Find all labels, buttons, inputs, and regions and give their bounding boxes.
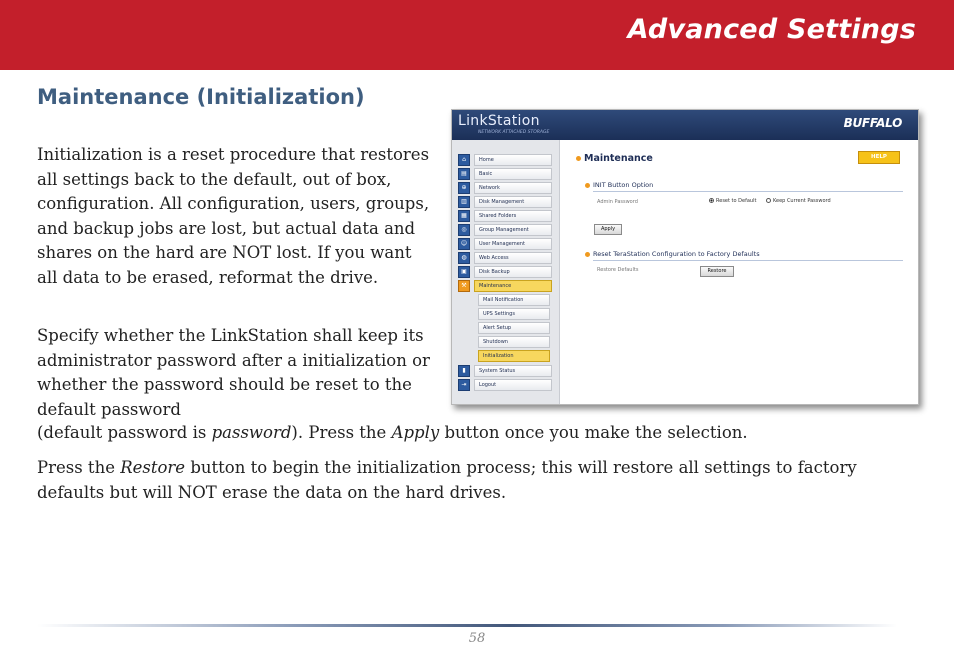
user-icon: ☺ [458, 238, 470, 250]
nav-shared-folders[interactable]: Shared Folders [474, 210, 552, 222]
screenshot-main [561, 140, 918, 405]
radio-unselected-icon[interactable] [766, 198, 771, 203]
paragraph-password: Specify whether the LinkStation shall keep its administrator password after a initialization or whether the password should be reset to the default password [37, 326, 430, 419]
emphasis-password: password [211, 423, 292, 442]
nav-disk-backup[interactable]: Disk Backup [474, 266, 552, 278]
apply-button[interactable]: Apply [594, 224, 622, 235]
emphasis-apply: Apply [391, 423, 440, 442]
nav-initialization[interactable]: Initialization [478, 350, 550, 362]
admin-password-label: Admin Password [597, 199, 638, 205]
bullet-icon [585, 252, 590, 257]
logout-icon: ⇥ [458, 379, 470, 391]
init-section-label: INIT Button Option [593, 181, 654, 189]
nav-ups-settings[interactable]: UPS Settings [478, 308, 550, 320]
status-icon: ▮ [458, 365, 470, 377]
nav-alert-setup[interactable]: Alert Setup [478, 322, 550, 334]
nav-logout[interactable]: Logout [474, 379, 552, 391]
disk-icon: ▥ [458, 196, 470, 208]
header-bar [0, 0, 954, 70]
radio-reset-label: Reset to Default [716, 198, 757, 204]
radio-keep-password[interactable] [766, 198, 831, 204]
nav-basic[interactable]: Basic [474, 168, 552, 180]
linkstation-tagline: NETWORK ATTACHED STORAGE [478, 130, 550, 135]
nav-maintenance[interactable]: Maintenance [474, 280, 552, 292]
text: (default password is [37, 423, 212, 442]
nav-group-management[interactable]: Group Management [474, 224, 552, 236]
divider [593, 260, 903, 261]
restore-button[interactable]: Restore [700, 266, 734, 277]
text: ). Press the [291, 423, 392, 442]
radio-reset-default[interactable] [709, 198, 756, 204]
restore-defaults-label: Restore Defaults [597, 267, 639, 273]
group-icon: ◎ [458, 224, 470, 236]
bullet-icon [585, 183, 590, 188]
radio-keep-label: Keep Current Password [773, 198, 831, 204]
network-icon: ⊕ [458, 182, 470, 194]
maintenance-title [576, 153, 653, 164]
nav-mail-notification[interactable]: Mail Notification [478, 294, 550, 306]
nav-shutdown[interactable]: Shutdown [478, 336, 550, 348]
divider [593, 191, 903, 192]
paragraph-restore [37, 456, 917, 505]
nav-home[interactable]: Home [474, 154, 552, 166]
linkstation-screenshot [451, 109, 919, 405]
section-title: Maintenance (Initialization) [37, 85, 365, 109]
nav-disk-management[interactable]: Disk Management [474, 196, 552, 208]
emphasis-restore: Restore [120, 458, 186, 477]
help-button[interactable]: HELP [858, 151, 900, 164]
page-number: 58 [468, 631, 486, 646]
maintenance-icon: ⚒ [458, 280, 470, 292]
home-icon: ⌂ [458, 154, 470, 166]
nav-user-management[interactable]: User Management [474, 238, 552, 250]
radio-selected-icon[interactable] [709, 198, 714, 203]
footer-divider [37, 624, 897, 627]
folder-icon: ▦ [458, 210, 470, 222]
screenshot-sidebar [452, 140, 560, 405]
header-title: Advanced Settings [627, 14, 916, 45]
reset-section-title [585, 250, 760, 258]
web-icon: ◍ [458, 252, 470, 264]
init-section-title [585, 181, 653, 189]
paragraph-intro: Initialization is a reset procedure that restores all settings back to the default, out of box, configuration. All configuration, users, groups, and backup jobs are lost, but actual data and shares on the hard are NOT lost. If you want all data to be erased, reformat the drive. [37, 145, 430, 287]
text: button to begin the initialization process; this will restore all settings to factory defaults but will NOT erase the data on the hard drives. [37, 458, 857, 502]
text: Press the [37, 458, 121, 477]
reset-section-label: Reset TeraStation Configuration to Factory Defaults [593, 250, 760, 258]
buffalo-logo: BUFFALO [843, 116, 902, 130]
nav-network[interactable]: Network [474, 182, 552, 194]
paragraph-password-cont [37, 421, 917, 446]
basic-icon: ▤ [458, 168, 470, 180]
backup-icon: ▣ [458, 266, 470, 278]
text: button once you make the selection. [439, 423, 748, 442]
linkstation-logo: LinkStation [458, 113, 540, 129]
nav-web-access[interactable]: Web Access [474, 252, 552, 264]
maintenance-title-label: Maintenance [584, 153, 653, 164]
screenshot-header [452, 110, 918, 140]
bullet-icon [576, 156, 581, 161]
nav-system-status[interactable]: System Status [474, 365, 552, 377]
